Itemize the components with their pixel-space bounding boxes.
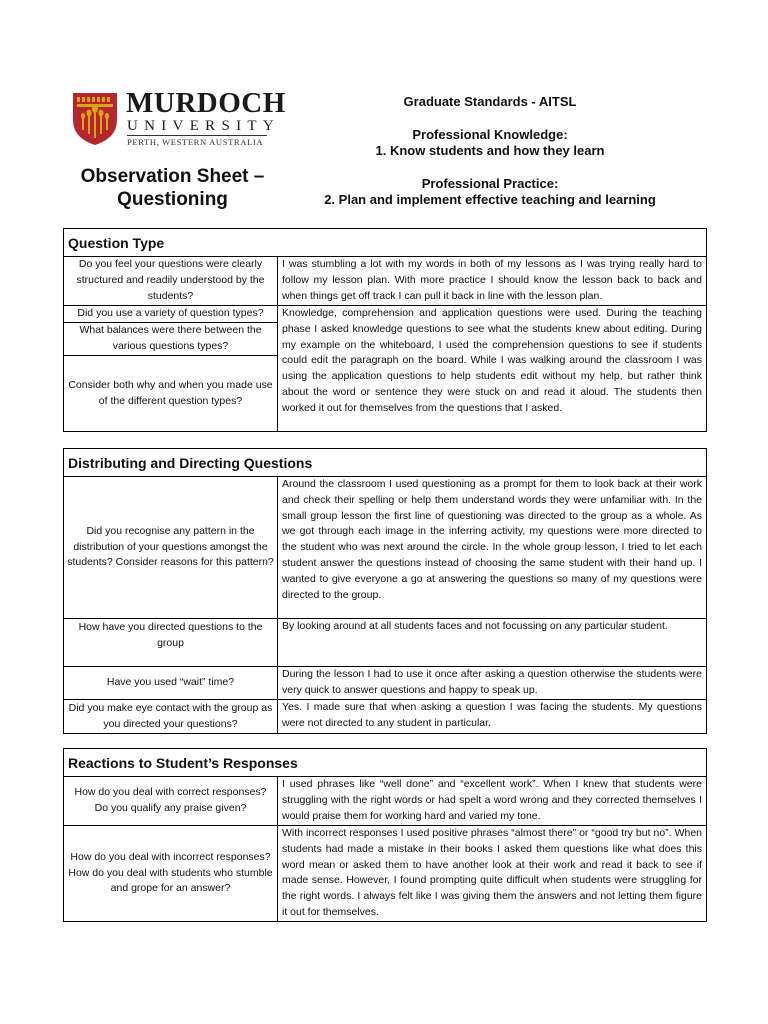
answer-cell: Around the classroom I used questioning as a prompt for them to look back at their work and check their spelling or help them understand words they were unfamiliar with. In the small group lesson the first line of questioning was directed to the group as a whole. As we got through each image in the inferring activity, my questions were more directed to the student who was next around the circle. In the whole group lesson, I tried to let each student answer the questions instead of choosing the same student with their hand up. I wanted to give everyone a go at answering the questions so many of my questions were directed to the group. xyxy=(278,477,706,619)
answer-cell: Yes. I made sure that when asking a question I was facing the students. My questions were not directed to any student in particular. xyxy=(282,701,702,729)
standards-heading: Graduate Standards - AITSL xyxy=(403,94,577,109)
answer-cell: During the lesson I had to use it once after asking a question otherwise the students were very quick to answer questions and happy to speak up. xyxy=(278,667,706,700)
murdoch-logo xyxy=(70,87,286,148)
question-cell: What balances were there between the various questions types? xyxy=(64,323,278,356)
answer-cell: I was stumbling a lot with my words in both of my lessons as I was trying really hard to follow my lesson plan. With more practice I should know the lesson back to back and when things get off track I can pull it back in line with the lesson plan. xyxy=(278,257,706,306)
distributing-table xyxy=(63,448,707,734)
practice-label: Professional Practice: xyxy=(421,176,559,191)
practice-item: 2. Plan and implement effective teaching and learning xyxy=(324,192,656,207)
knowledge-label: Professional Knowledge: xyxy=(412,127,568,142)
answer-cell: I used phrases like “well done” and “excellent work”. When I knew that students were struggling with the right words or had spelt a word wrong and they corrected themselves I would praise them for working hard and varied my tone. xyxy=(278,777,706,826)
question-cell: Did you use a variety of question types? xyxy=(64,306,278,323)
question-cell: Consider both why and when you made use of the different question types? xyxy=(64,356,278,431)
section-title: Reactions to Student’s Responses xyxy=(64,749,706,777)
question-cell: Do you feel your questions were clearly structured and readily understood by the students? xyxy=(64,257,278,306)
logo-rule xyxy=(127,135,267,136)
question-cell: How have you directed questions to the group xyxy=(64,619,278,667)
knowledge-item: 1. Know students and how they learn xyxy=(375,143,605,158)
reactions-table xyxy=(63,748,707,922)
question-cell: Did you make eye contact with the group as you directed your questions? xyxy=(64,700,278,733)
section-title: Distributing and Directing Questions xyxy=(64,449,706,477)
question-cell: How do you deal with incorrect responses? How do you deal with students who stumble and grope for an answer? xyxy=(64,826,278,921)
answer-cell: Knowledge, comprehension and application questions were used. During the teaching phase I asked knowledge questions to see what the students knew about editing. During my example on the whiteboard, I used the comprehension questions to see if students could edit the paragraph on the board. While I was walking around the classroom I was using the application questions to help students edit without my help, but rather think about the word or sentence they were stuck on and read it aloud. The students then worked it out for themselves from the questions that I asked. xyxy=(282,307,702,414)
logo-subname: UNIVERSITY xyxy=(127,118,280,134)
document-title: Observation Sheet – Questioning xyxy=(80,166,265,210)
section-title: Question Type xyxy=(64,229,706,257)
question-cell: How do you deal with correct responses? Do you qualify any praise given? xyxy=(64,777,278,826)
logo-name: MURDOCH xyxy=(126,87,286,119)
crest-icon xyxy=(70,90,120,146)
answer-cell: With incorrect responses I used positive phrases “almost there” or “good try but no”. When students had made a mistake in their books I asked them questions like what does this word mean or asked them to have another look at their work and read it back to see if made sense. However, I found prompting quite difficult when students were struggling for the right words. I always felt like I was giving them the answers and not letting them figure it out for themselves. xyxy=(282,827,702,918)
question-cell: Did you recognise any pattern in the distribution of your questions amongst the students? Consider reasons for this pattern? xyxy=(64,477,278,619)
question-type-table xyxy=(63,228,707,432)
answer-cell: By looking around at all students faces and not focussing on any particular student. xyxy=(278,619,706,667)
logo-location: PERTH, WESTERN AUSTRALIA xyxy=(127,137,264,147)
question-cell: Have you used “wait” time? xyxy=(64,667,278,700)
